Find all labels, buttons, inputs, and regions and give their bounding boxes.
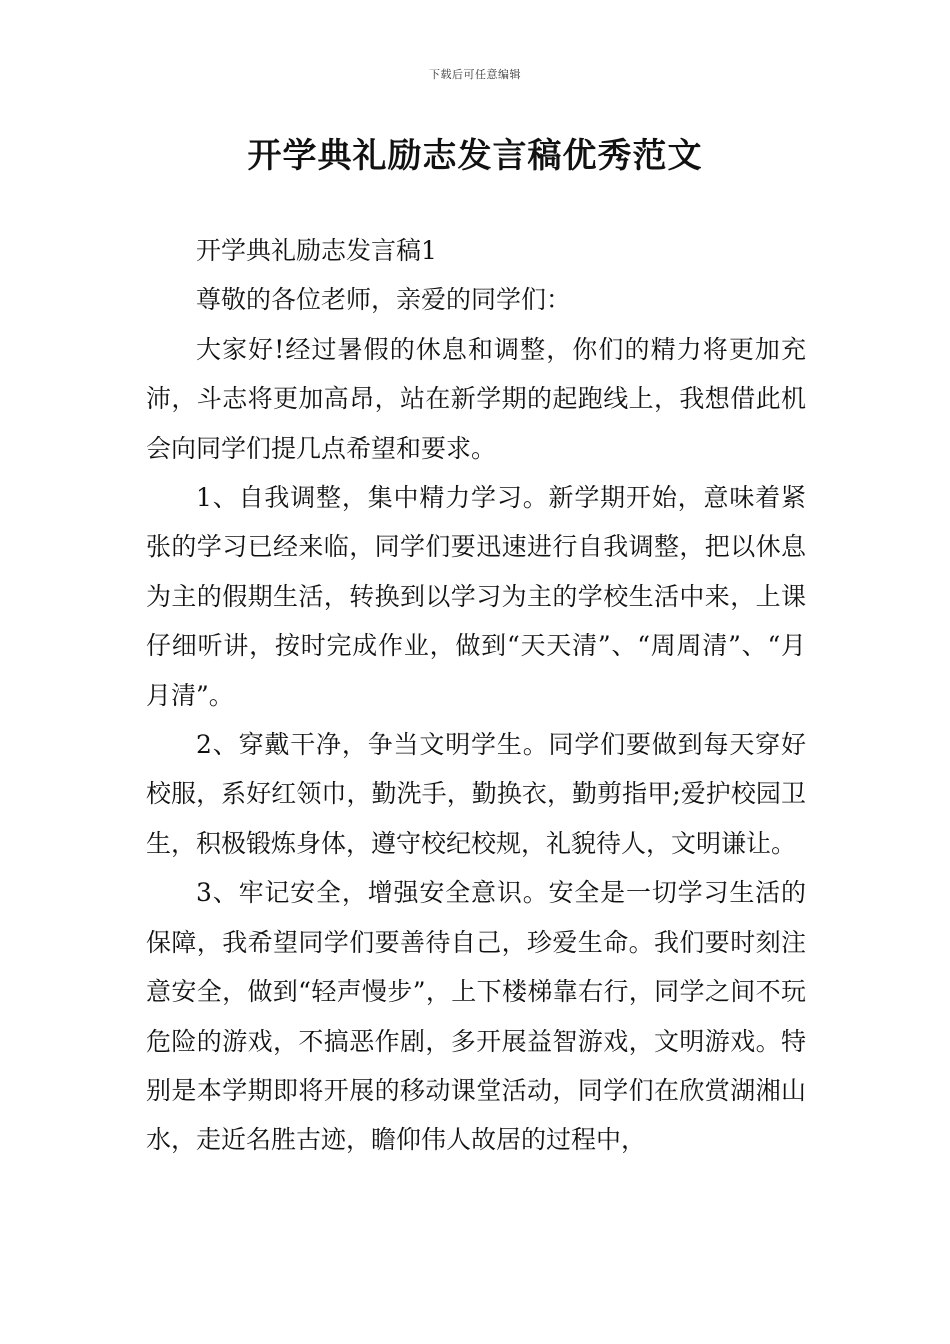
document-title: 开学典礼励志发言稿优秀范文 (247, 136, 703, 176)
paragraph: 3、牢记安全，增强安全意识。安全是一切学习生活的保障，我希望同学们要善待自己，珍爱生命。我们要时刻注意安全，做到“轻声慢步”，上下楼梯靠右行，同学之间不玩危险的游戏，不搞恶作剧，多开展益智游戏，文明游戏。特别是本学期即将开展的移动课堂活动，同学们在欣赏湖湘山水，走近名胜古迹，瞻仰伟人故居的过程中， (146, 878, 806, 1155)
salutation: 尊敬的各位老师，亲爱的同学们： (196, 285, 572, 315)
paragraph: 1、自我调整，集中精力学习。新学期开始，意味着紧张的学习已经来临，同学们要迅速进行自我调整，把以休息为主的假期生活，转换到以学习为主的学校生活中来，上课仔细听讲，按时完成作业，做到“天天清”、“周周清”、“月月清”。 (146, 483, 806, 710)
document-body (146, 226, 806, 1165)
header-note: 下载后可任意编辑 (429, 68, 521, 81)
paragraph: 大家好!经过暑假的休息和调整，你们的精力将更加充沛，斗志将更加高昂，站在新学期的起跑线上，我想借此机会向同学们提几点希望和要求。 (146, 334, 806, 463)
paragraph: 2、穿戴干净，争当文明学生。同学们要做到每天穿好校服，系好红领巾，勤洗手，勤换衣，勤剪指甲;爱护校园卫生，积极锻炼身体，遵守校纪校规，礼貌待人，文明谦让。 (146, 730, 806, 858)
section-heading: 开学典礼励志发言稿1 (196, 236, 437, 265)
